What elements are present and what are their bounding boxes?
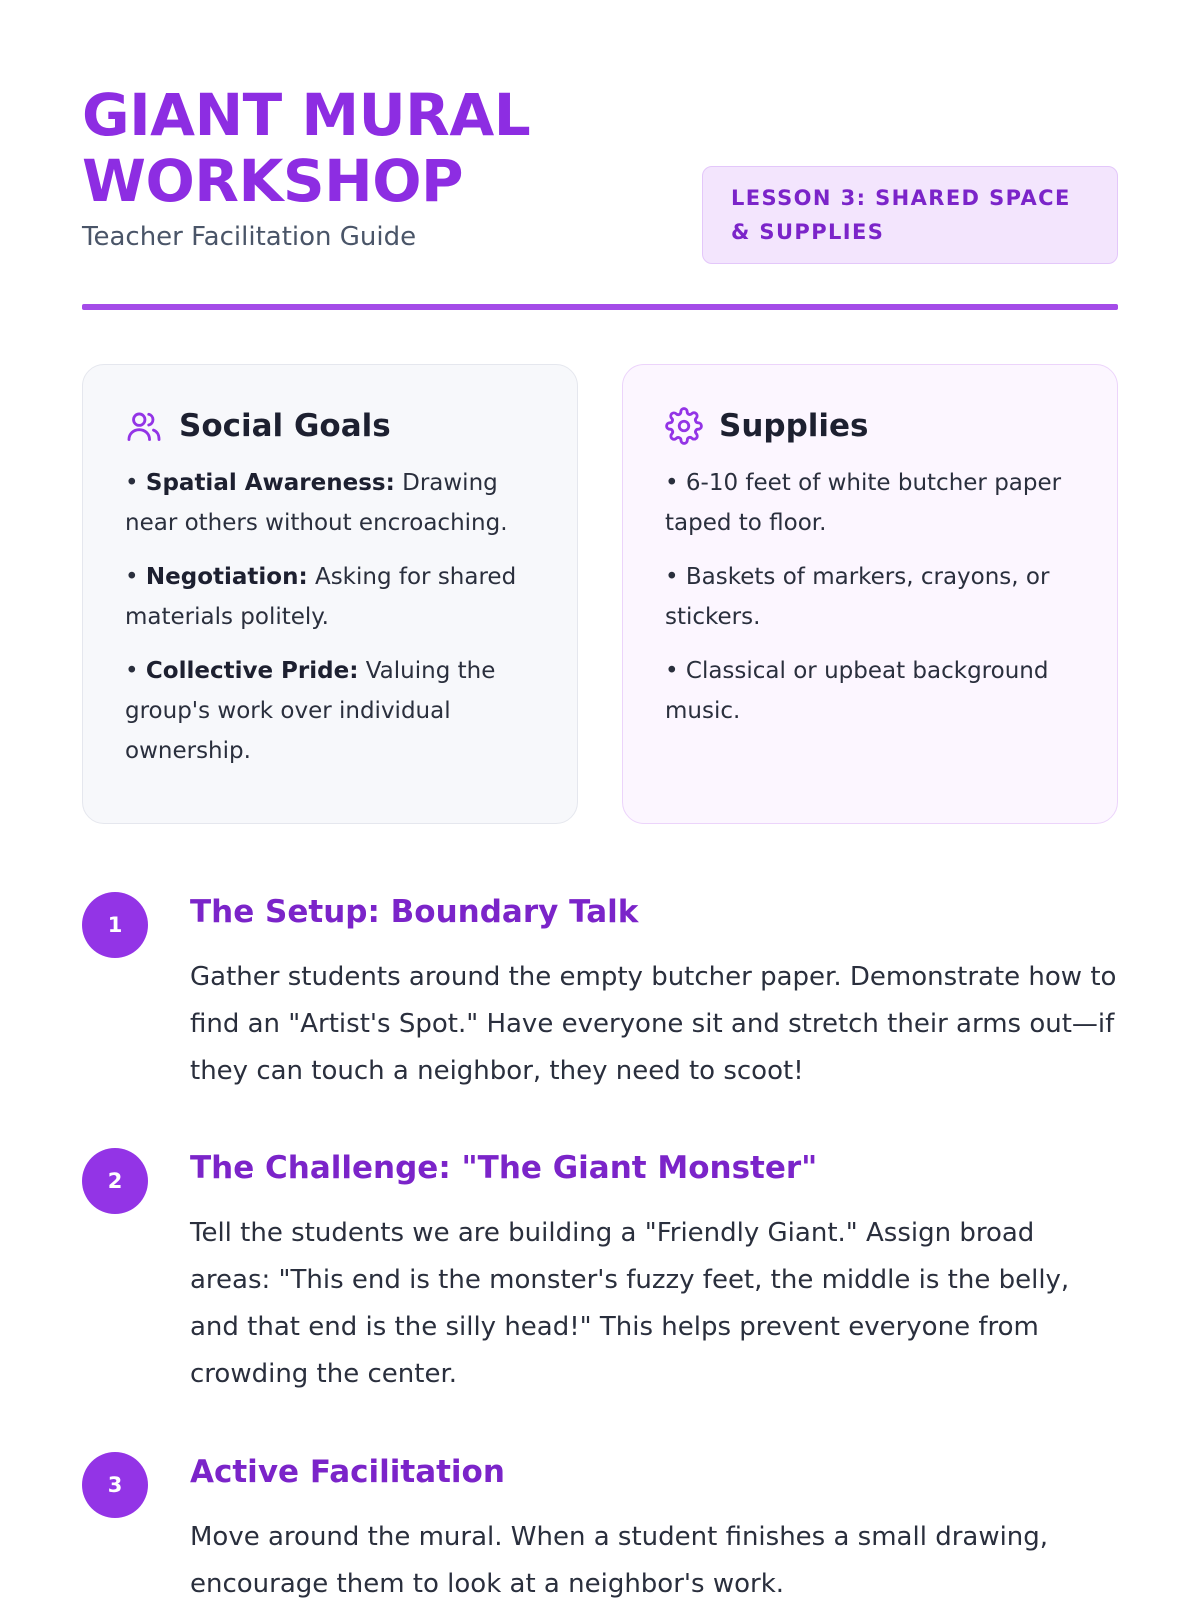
goal-item: • Collective Pride: Valuing the group's work over individual ownership. (125, 658, 496, 764)
header (82, 82, 1118, 312)
supply-item: • Baskets of markers, crayons, or stickers. (665, 564, 1050, 630)
goal-label: Spatial Awareness: (145, 470, 395, 496)
gear-icon (665, 407, 703, 445)
users-icon (125, 407, 163, 445)
social-goals-header (125, 407, 537, 445)
goal-item: • Spatial Awareness: Drawing near others without encroaching. (125, 470, 508, 536)
goal-text: Asking for shared materials politely. (125, 564, 517, 630)
page-title: GIANT MURAL WORKSHOP (82, 81, 531, 215)
social-goals-card (82, 364, 578, 824)
goal-label: Collective Pride: (145, 658, 359, 684)
step-title: The Setup: Boundary Talk (190, 894, 639, 930)
supplies-title: Supplies (719, 408, 869, 444)
step-number: 2 (82, 1148, 148, 1214)
step-body: Tell the students we are building a "Friendly Giant." Assign broad areas: "This end is the monster's fuzzy feet, the middle is the belly, and that end is the silly head!" This helps prevent everyone from crowding the center. (190, 1218, 1070, 1389)
supply-text: Baskets of markers, crayons, or stickers. (665, 564, 1050, 630)
goal-text: Drawing near others without encroaching. (125, 470, 508, 536)
step-number: 3 (82, 1452, 148, 1518)
lesson-badge: LESSON 3: SHARED SPACE & SUPPLIES (702, 166, 1118, 264)
step-number: 1 (82, 892, 148, 958)
social-goals-title: Social Goals (179, 408, 391, 444)
supply-text: Classical or upbeat background music. (665, 658, 1049, 724)
step-body: Gather students around the empty butcher paper. Demonstrate how to find an "Artist's Spot." Have everyone sit and stretch their arms out—if they can touch a neighbor, they need to scoot! (190, 962, 1117, 1086)
supplies-card (622, 364, 1118, 824)
supplies-header (665, 407, 1077, 445)
step-body: Move around the mural. When a student finishes a small drawing, encourage them to look at a neighbor's work. (190, 1522, 1049, 1599)
step-title: Active Facilitation (190, 1454, 505, 1490)
supply-item: • 6-10 feet of white butcher paper taped to floor. (665, 470, 1062, 536)
goal-label: Negotiation: (145, 564, 308, 590)
step-title: The Challenge: "The Giant Monster" (190, 1150, 818, 1186)
info-cards (82, 364, 1118, 824)
supply-item: • Classical or upbeat background music. (665, 658, 1049, 724)
page-subtitle: Teacher Facilitation Guide (82, 222, 417, 252)
header-divider (82, 304, 1118, 310)
goal-item: • Negotiation: Asking for shared materials politely. (125, 564, 517, 630)
supply-text: 6-10 feet of white butcher paper taped to floor. (665, 470, 1062, 536)
goal-text: Valuing the group's work over individual ownership. (125, 658, 496, 764)
